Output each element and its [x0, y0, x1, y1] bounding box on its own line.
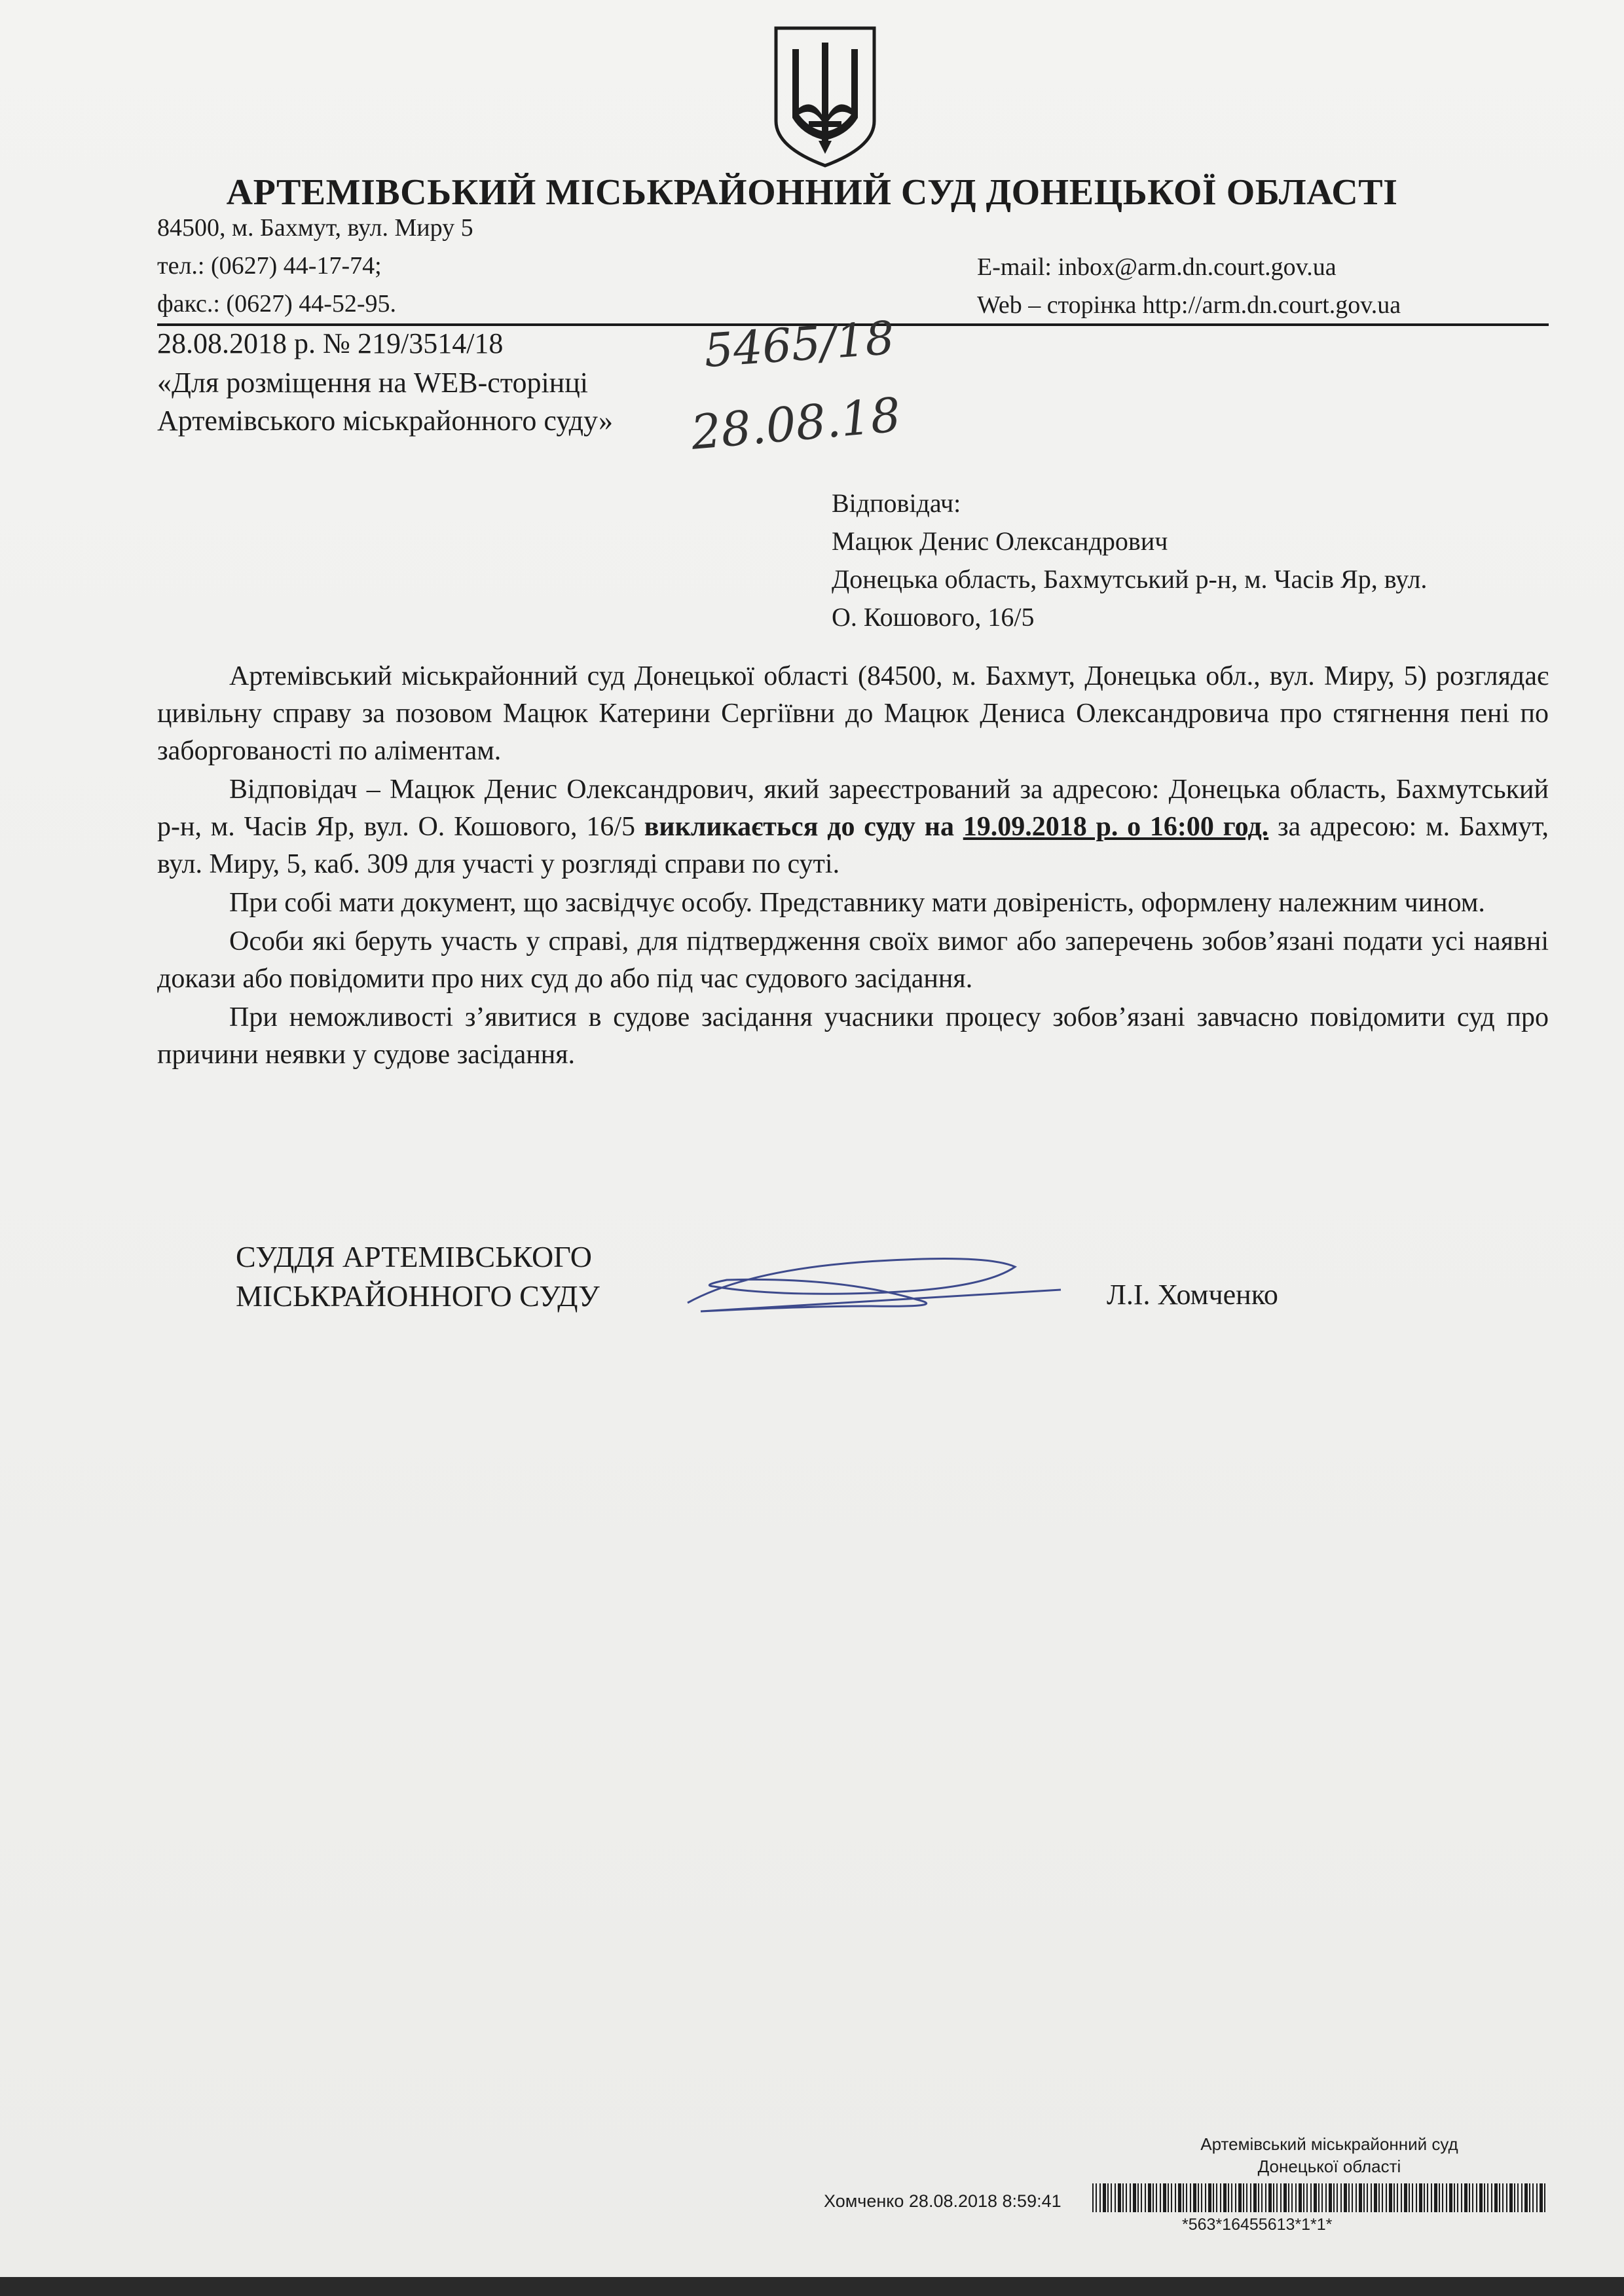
court-website: Web – сторінка http://arm.dn.court.gov.ua [977, 291, 1401, 319]
addressee-name: Мацюк Денис Олександрович [832, 526, 1168, 556]
handwritten-signature [674, 1241, 1067, 1326]
court-address: 84500, м. Бахмут, вул. Миру 5 [157, 214, 473, 242]
registration-stamp-meta: Хомченко 28.08.2018 8:59:41 [824, 2191, 1061, 2211]
summons-called-to-court: викликається до суду на [644, 812, 963, 842]
addressee-role: Відповідач: [832, 488, 961, 518]
summons-hearing-location: за адресою: м. Бахмут, вул. Миру, 5, каб. 309 для участі у розгляді справи по суті. [157, 812, 1549, 879]
barcode [1092, 2183, 1551, 2212]
summons-body [157, 658, 1549, 1075]
court-phone: тел.: (0627) 44-17-74; [157, 252, 382, 280]
paragraph-evidence-duty: Особи які беруть участь у справі, для підтвердження своїх вимог або заперечень зобов’язані подати усі наявні докази або повідомити про них суд до або під час судового засідання. [157, 926, 1549, 994]
barcode-number: *563*16455613*1*1* [1182, 2215, 1333, 2234]
judge-title-line2: МІСЬКРАЙОННОГО СУДУ [236, 1279, 600, 1313]
addressee-address-line2: О. Кошового, 16/5 [832, 602, 1035, 632]
paragraph-case-description: Артемівський міськрайонний суд Донецької області (84500, м. Бахмут, Донецька обл., вул. Миру, 5) розглядає цивільну справу за позовом Мацюк Катерини Сергіївни до Мацюк Дениса Олександровича про стягнення пені по заборгованості по аліментам. [157, 661, 1549, 766]
judge-title-block [236, 1237, 600, 1316]
stamp-court-line1: Артемівський міськрайонний суд [1200, 2134, 1458, 2154]
stamp-court-line2: Донецької області [1257, 2157, 1401, 2176]
placement-note-line2: Артемівського міськрайонного суду» [157, 405, 614, 437]
paragraph-summons [157, 771, 1549, 883]
court-fax: факс.: (0627) 44-52-95. [157, 290, 397, 318]
registration-stamp-court [1172, 2133, 1486, 2178]
hearing-datetime: 19.09.2018 р. о 16:00 год. [963, 812, 1269, 842]
placement-note-line1: «Для розміщення на WEB-сторінці [157, 367, 588, 399]
handwritten-registration-number: 5465/18 [702, 310, 896, 378]
scan-bottom-edge [0, 2277, 1624, 2296]
court-email: E-mail: inbox@arm.dn.court.gov.ua [977, 253, 1337, 281]
date-and-case-number: 28.08.2018 р. № 219/3514/18 [157, 327, 504, 359]
judge-title-line1: СУДДЯ АРТЕМІВСЬКОГО [236, 1240, 592, 1273]
paragraph-identity-document: При собі мати документ, що засвідчує особу. Представнику мати довіреність, оформлену належним чином. [229, 888, 1485, 918]
judge-name: Л.І. Хомченко [1107, 1279, 1278, 1311]
summons-defendant-address: Відповідач – Мацюк Денис Олександрович, який зареєстрований за адресою: Донецька область, Бахмутський р-н, м. Часів Яр, вул. О. Кошового, 16/5 [157, 774, 1549, 842]
paragraph-absence-notice: При неможливості з’явитися в судове засідання учасники процесу зобов’язані завчасно повідомити суд про причини неявки у судове засідання. [157, 1002, 1549, 1070]
court-name-heading: АРТЕМІВСЬКИЙ МІСЬКРАЙОННИЙ СУД ДОНЕЦЬКОЇ ОБЛАСТІ [226, 172, 1398, 213]
addressee-address-line1: Донецька область, Бахмутський р-н, м. Часів Яр, вул. [832, 564, 1428, 594]
handwritten-registration-date: 28.08.18 [688, 387, 903, 460]
coat-of-arms-emblem [769, 23, 881, 170]
addressee-block [832, 484, 1427, 636]
